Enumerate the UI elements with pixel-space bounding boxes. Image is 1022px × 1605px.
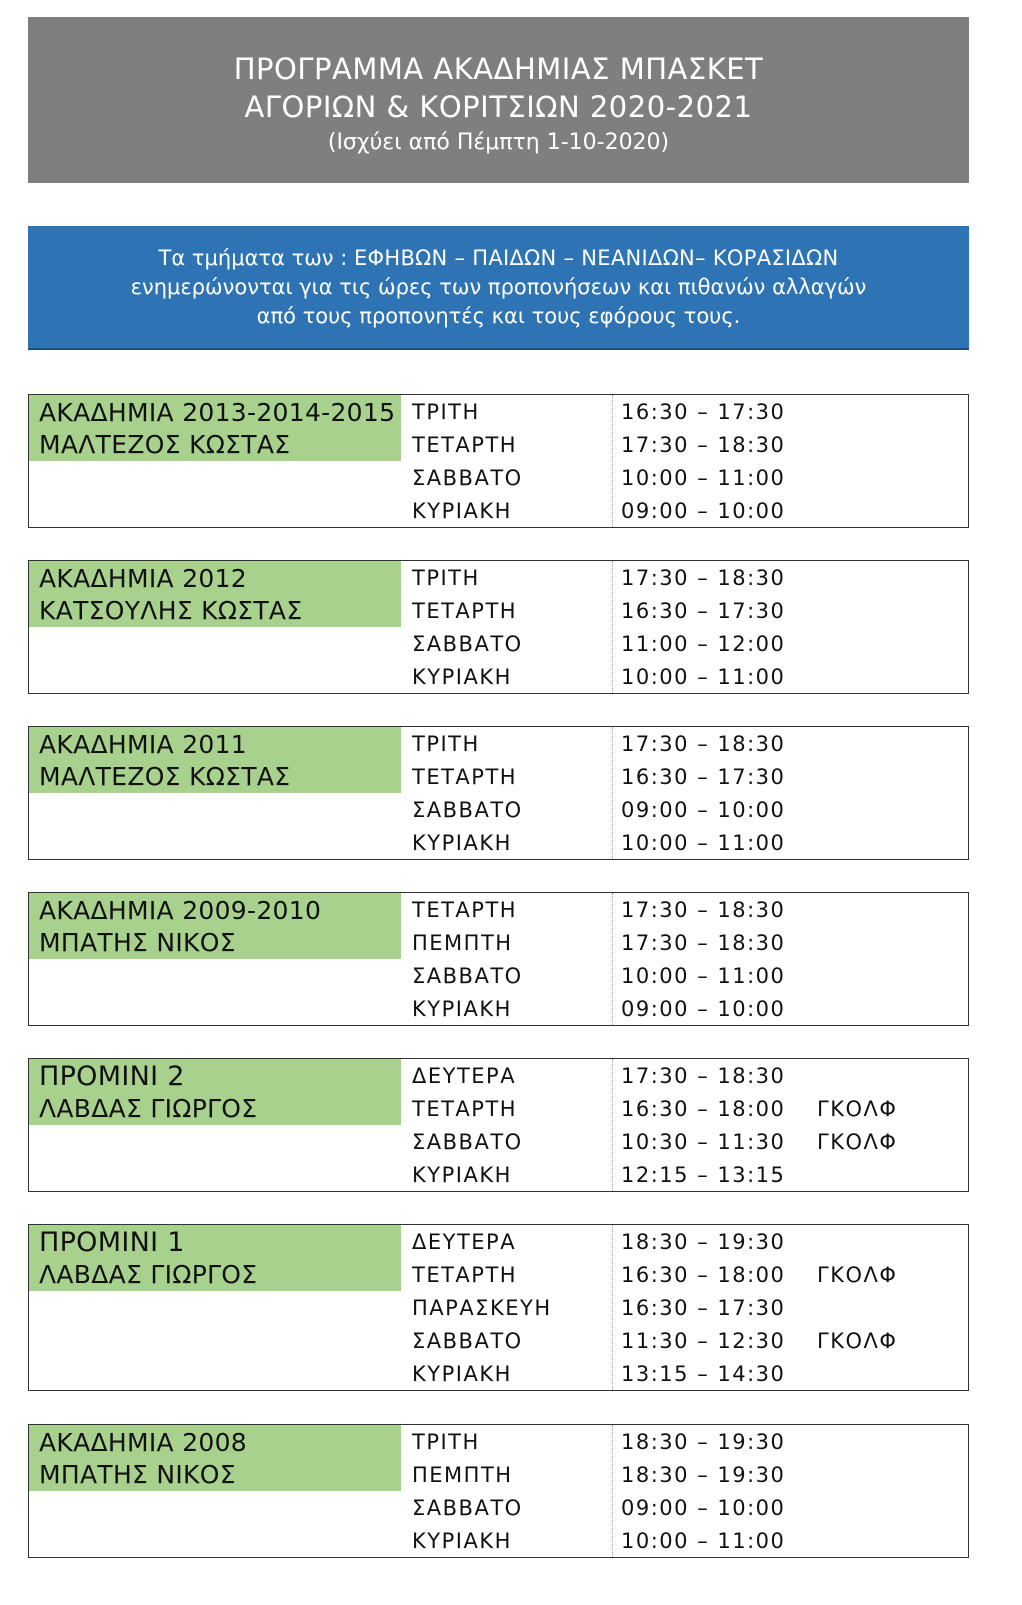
session-row	[412, 1491, 937, 1524]
group-label	[29, 1425, 401, 1491]
session-time: 11:30 – 12:30	[621, 1329, 786, 1354]
session-row	[412, 959, 937, 992]
group-label	[29, 395, 401, 461]
session-row	[412, 1425, 937, 1458]
session-time: 17:30 – 18:30	[621, 930, 786, 955]
session-row	[412, 926, 937, 959]
title-validity: (Ισχύει από Πέμπτη 1-10-2020)	[327, 130, 670, 155]
session-day: ΚΥΡΙΑΚΗ	[412, 499, 512, 524]
session-day: ΣΑΒΒΑΤΟ	[412, 963, 523, 988]
session-day: ΣΑΒΒΑΤΟ	[412, 465, 523, 490]
session-time: 10:00 – 11:00	[621, 665, 786, 690]
session-day: ΣΑΒΒΑΤΟ	[412, 1329, 523, 1354]
session-row	[412, 1125, 937, 1158]
session-row	[412, 495, 937, 528]
session-time: 17:30 – 18:30	[621, 1063, 786, 1088]
session-time: 18:30 – 19:30	[621, 1462, 786, 1487]
session-time: 17:30 – 18:30	[621, 565, 786, 590]
info-prefix: Τα τμήματα των :	[158, 246, 354, 270]
group-coach: ΜΑΛΤΕΖΟΣ ΚΩΣΤΑΣ	[39, 430, 291, 459]
session-row	[412, 1059, 937, 1092]
schedule-group	[28, 1424, 969, 1558]
group-coach: ΜΠΑΤΗΣ ΝΙΚΟΣ	[39, 1460, 236, 1489]
info-line-3: από τους προπονητές και τους εφόρους τους.	[256, 304, 741, 328]
session-day: ΚΥΡΙΑΚΗ	[412, 1529, 512, 1554]
session-day: ΚΥΡΙΑΚΗ	[412, 1163, 512, 1188]
session-day: ΤΕΤΑΡΤΗ	[412, 432, 518, 457]
session-day: ΤΕΤΑΡΤΗ	[412, 897, 518, 922]
title-banner	[28, 17, 969, 183]
session-row	[412, 428, 937, 461]
session-row	[412, 1458, 937, 1491]
session-time: 09:00 – 10:00	[621, 797, 786, 822]
session-time: 16:30 – 17:30	[621, 399, 786, 424]
session-time: 16:30 – 17:30	[621, 1295, 786, 1320]
session-row	[412, 1325, 937, 1358]
session-row	[412, 627, 937, 660]
group-coach: ΛΑΒΔΑΣ ΓΙΩΡΓΟΣ	[39, 1094, 258, 1123]
group-label	[29, 893, 401, 959]
title-line-1: ΠΡΟΓΡΑΜΜΑ ΑΚΑΔΗΜΙΑΣ ΜΠΑΣΚΕΤ	[233, 52, 764, 86]
session-day: ΤΡΙΤΗ	[412, 1429, 480, 1454]
session-row	[412, 1258, 937, 1291]
session-row	[412, 893, 937, 926]
session-time: 17:30 – 18:30	[621, 731, 786, 756]
session-list	[412, 1225, 937, 1391]
group-label	[29, 561, 401, 627]
group-name: ΑΚΑΔΗΜΙΑ 2008	[39, 1428, 248, 1457]
session-day: ΣΑΒΒΑΤΟ	[412, 631, 523, 656]
session-day: ΤΕΤΑΡΤΗ	[412, 598, 518, 623]
session-note: ΓΚΟΛΦ	[817, 1262, 898, 1287]
session-day: ΔΕΥΤΕΡΑ	[412, 1229, 517, 1254]
session-day: ΤΕΤΑΡΤΗ	[412, 1096, 518, 1121]
session-time: 09:00 – 10:00	[621, 997, 786, 1022]
session-row	[412, 793, 937, 826]
schedule-group	[28, 1058, 969, 1192]
session-row	[412, 561, 937, 594]
session-row	[412, 1092, 937, 1125]
group-coach: ΛΑΒΔΑΣ ΓΙΩΡΓΟΣ	[39, 1260, 258, 1289]
session-time: 16:30 – 18:00	[621, 1096, 786, 1121]
group-label	[29, 727, 401, 793]
group-label	[29, 1225, 401, 1291]
session-row	[412, 760, 937, 793]
group-name: ΑΚΑΔΗΜΙΑ 2009-2010	[39, 896, 322, 925]
session-day: ΠΕΜΠΤΗ	[412, 1462, 513, 1487]
session-day: ΤΡΙΤΗ	[412, 731, 480, 756]
session-row	[412, 395, 937, 428]
schedule-group	[28, 892, 969, 1026]
schedule-group	[28, 726, 969, 860]
info-banner	[28, 226, 969, 350]
session-time: 16:30 – 18:00	[621, 1262, 786, 1287]
session-day: ΤΕΤΑΡΤΗ	[412, 1262, 518, 1287]
group-name: ΑΚΑΔΗΜΙΑ 2013-2014-2015	[39, 398, 396, 427]
info-line-2: ενημερώνονται για τις ώρες των προπονήσεων και πιθανών αλλαγών	[130, 275, 867, 299]
title-line-2: ΑΓΟΡΙΩΝ & ΚΟΡΙΤΣΙΩΝ 2020-2021	[244, 90, 753, 124]
session-time: 11:00 – 12:00	[621, 631, 786, 656]
session-day: ΣΑΒΒΑΤΟ	[412, 1495, 523, 1520]
session-note: ΓΚΟΛΦ	[817, 1329, 898, 1354]
session-row	[412, 827, 937, 860]
session-time: 18:30 – 19:30	[621, 1229, 786, 1254]
session-time: 13:15 – 14:30	[621, 1362, 786, 1387]
group-coach: ΜΠΑΤΗΣ ΝΙΚΟΣ	[39, 928, 236, 957]
session-day: ΔΕΥΤΕΡΑ	[412, 1063, 517, 1088]
session-row	[412, 594, 937, 627]
info-line-1	[28, 244, 969, 273]
session-row	[412, 661, 937, 694]
session-day: ΤΡΙΤΗ	[412, 399, 480, 424]
session-day: ΣΑΒΒΑΤΟ	[412, 1129, 523, 1154]
group-label	[29, 1059, 401, 1125]
session-time: 10:00 – 11:00	[621, 1529, 786, 1554]
group-name: ΑΚΑΔΗΜΙΑ 2011	[39, 730, 248, 759]
session-note: ΓΚΟΛΦ	[817, 1129, 898, 1154]
session-list	[412, 561, 937, 694]
group-coach: ΜΑΛΤΕΖΟΣ ΚΩΣΤΑΣ	[39, 762, 291, 791]
session-time: 17:30 – 18:30	[621, 432, 786, 457]
session-day: ΚΥΡΙΑΚΗ	[412, 831, 512, 856]
session-row	[412, 1225, 937, 1258]
session-time: 16:30 – 17:30	[621, 764, 786, 789]
session-time: 17:30 – 18:30	[621, 897, 786, 922]
session-time: 10:30 – 11:30	[621, 1129, 786, 1154]
session-list	[412, 395, 937, 528]
session-list	[412, 1059, 937, 1192]
session-row	[412, 1291, 937, 1324]
session-time: 09:00 – 10:00	[621, 499, 786, 524]
session-time: 12:15 – 13:15	[621, 1163, 786, 1188]
session-time: 10:00 – 11:00	[621, 831, 786, 856]
session-day: ΤΕΤΑΡΤΗ	[412, 764, 518, 789]
session-row	[412, 461, 937, 494]
session-row	[412, 727, 937, 760]
session-day: ΤΡΙΤΗ	[412, 565, 480, 590]
session-time: 10:00 – 11:00	[621, 963, 786, 988]
session-time: 18:30 – 19:30	[621, 1429, 786, 1454]
session-day: ΚΥΡΙΑΚΗ	[412, 997, 512, 1022]
group-name: ΑΚΑΔΗΜΙΑ 2012	[39, 564, 248, 593]
session-day: ΠΕΜΠΤΗ	[412, 930, 513, 955]
session-day: ΠΑΡΑΣΚΕΥΗ	[412, 1295, 552, 1320]
session-list	[412, 1425, 937, 1558]
schedule-group	[28, 1224, 969, 1391]
session-row	[412, 993, 937, 1026]
info-groups: ΕΦΗΒΩΝ – ΠΑΙΔΩΝ – ΝΕΑΝΙΔΩΝ– ΚΟΡΑΣΙΔΩΝ	[353, 246, 839, 270]
session-row	[412, 1358, 937, 1391]
group-name: ΠΡΟΜΙΝΙ 2	[39, 1061, 185, 1092]
session-row	[412, 1525, 937, 1558]
session-list	[412, 893, 937, 1026]
session-time: 09:00 – 10:00	[621, 1495, 786, 1520]
group-coach: ΚΑΤΣΟΥΛΗΣ ΚΩΣΤΑΣ	[39, 596, 303, 625]
session-note: ΓΚΟΛΦ	[817, 1096, 898, 1121]
session-row	[412, 1159, 937, 1192]
group-name: ΠΡΟΜΙΝΙ 1	[39, 1227, 185, 1258]
session-day: ΚΥΡΙΑΚΗ	[412, 665, 512, 690]
session-list	[412, 727, 937, 860]
session-day: ΣΑΒΒΑΤΟ	[412, 797, 523, 822]
session-time: 16:30 – 17:30	[621, 598, 786, 623]
schedule-group	[28, 560, 969, 694]
schedule-group	[28, 394, 969, 528]
session-time: 10:00 – 11:00	[621, 465, 786, 490]
session-day: ΚΥΡΙΑΚΗ	[412, 1362, 512, 1387]
